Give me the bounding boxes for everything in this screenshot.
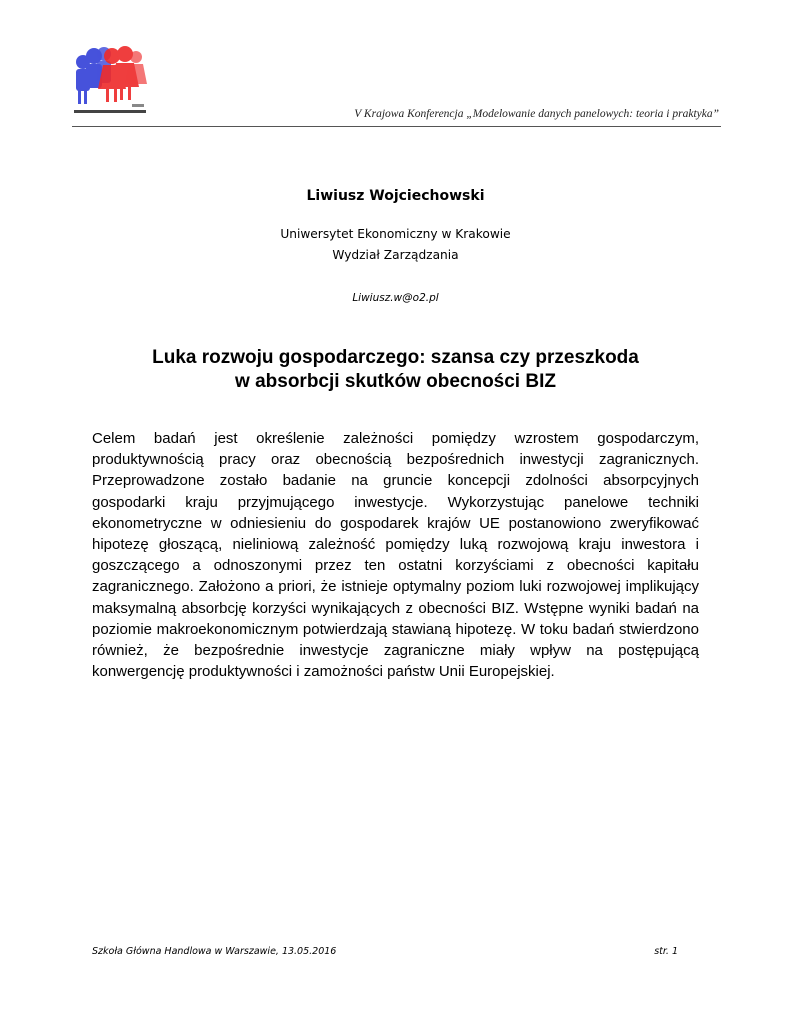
paper-title [0,346,791,394]
header-divider [72,126,721,127]
author-affiliation-faculty: Wydział Zarządzania [332,248,459,262]
conference-logo-icon [72,44,148,122]
footer-venue-date: Szkoła Główna Handlowa w Warszawie, 13.05.2016 [92,946,337,957]
paper-abstract: Celem badań jest określenie zależności pomiędzy wzrostem gospodarczym, produktywnością pracy oraz obecnością bezpośrednich inwestycji zagranicznych. Przeprowadzone zostało badanie na gruncie koncepcji zdolności absorpcyjnych gospodarki kraju przyjmującego inwestycje. Wykorzystując panelowe techniki ekonometryczne w odniesieniu do gospodarek krajów UE postanowiono zweryfikować hipotezę głoszącą, nieliniową zależność pomiędzy luką rozwojową kraju inwestora i goszczącego a odnoszonymi przez ten ostatni korzyściami z obecności kapitału zagranicznego. Założono a priori, że istnieje optymalny poziom luki rozwojowej implikujący maksymalną absorbcję korzyści wynikających z obecności BIZ. Wstępne wyniki badań na poziomie makroekonomicznym potwierdzają stawianą hipotezę. W toku badań stwierdzono również, że bezpośrednie inwestycje zagraniczne miały wpływ na postępującą konwergencję produktywności i zamożności państw Unii Europejskiej. [92,430,699,681]
author-affiliation-university: Uniwersytet Ekonomiczny w Krakowie [280,227,511,241]
conference-header-title: V Krajowa Konferencja „Modelowanie danych panelowych: teoria i praktyka” [354,108,719,120]
footer-page-number: str. 1 [654,946,678,957]
author-name: Liwiusz Wojciechowski [306,188,485,204]
paper-title-line-2: w absorbcji skutków obecności BIZ [235,371,556,392]
paper-title-line-1: Luka rozwoju gospodarczego: szansa czy przeszkoda [152,347,639,368]
author-email: Liwiusz.w@o2.pl [352,292,439,304]
